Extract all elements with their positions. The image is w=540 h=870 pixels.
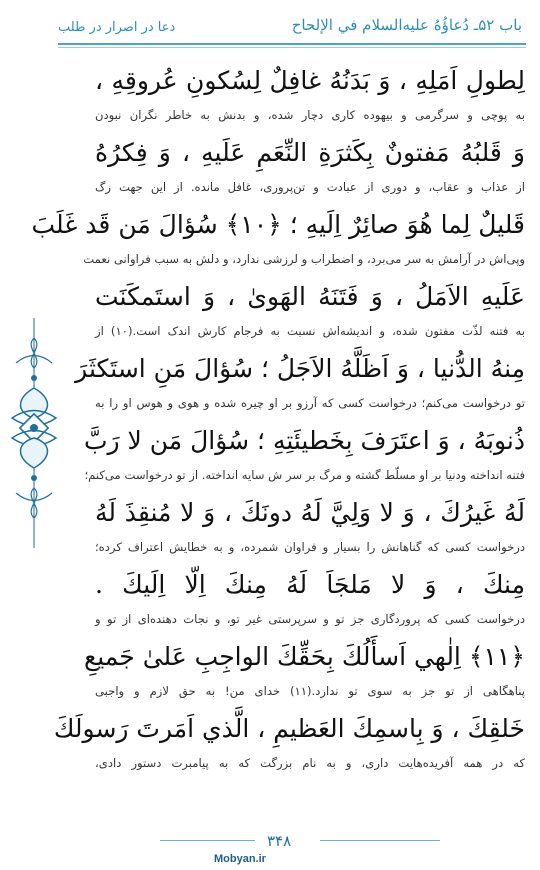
persian-line: وپی‌اش در آرامش به سر می‌برد، و اضطراب و لرزشی ندارد، و دلش به سبب فراوانی نعمت [83,252,525,266]
arabic-line: لَهُ غَيرُكَ ، وَ لا وَلِيَّ لَهُ دونَكَ ، وَ لا مُنقِذَ لَهُ [95,498,525,527]
arabic-line: مِنهُ الدُّنيا ، وَ اَظَلَّهُ الاَجَلُ ؛ سُؤالَ مَنِ استَكثَرَ [75,354,525,383]
persian-line: درخواست کسی که گناهانش را بسیار و فراوان شمرده، و به خطایش اعتراف کرده؛ [95,540,525,554]
section-title: دعا در اصرار در طلب [58,20,176,35]
header-rule-thin [58,47,526,48]
arabic-line: لِطولِ اَمَلِهِ ، وَ بَدَنُهُ غافِلٌ لِسُكونِ عُروقِهِ ، [95,66,525,95]
arabic-line: وَ قَلبُهُ مَفتونٌ بِكَثرَةِ النِّعَمِ عَلَيهِ ، وَ فِكرُهُ [95,138,525,167]
persian-line: به پوچی و سرگرمی و بیهوده کاری دچار شده، و بدنش به خاطر نگران نبودن [95,108,525,122]
persian-line: درخواست کسی که پروردگاری جز تو و سرپرستی غیر تو، و نجات دهنده‌ای از تو و [95,612,525,626]
persian-line: فتنه انداخته ودنیا بر او مسلّط گشته و مرگ بر سر ش سایه انداخته. از تو درخواست می‌کنم؛ [84,468,525,482]
margin-ornament-icon [6,318,62,548]
arabic-line: ﴿١١﴾ اِلٰهي اَسأَلُكَ بِحَقِّكَ الواجِبِ عَلىٰ جَميعِ [84,642,525,671]
arabic-line: مِنكَ ، وَ لا مَلجَاَ لَهُ مِنكَ اِلّا اِلَيكَ . [95,570,525,599]
persian-line: که در همه آفریده‌هایت داری، و به نام بزرگت که به پیامبرت دستور دادی، [95,756,525,770]
persian-line: پناهگاهی از تو جز به سوی تو ندارد.(۱۱) خدای من! به حق لازم و واجبی [95,684,526,698]
chapter-title: باب ۵۲ـ دُعاؤُهُ عليه‌السلام في الإلحاح [291,16,522,34]
footer-ornament-right [320,840,440,841]
page-header [0,0,540,46]
persian-line: به فتنه لذّت مفتون شده، و اندیشه‌اش نسبت به فرجام کارش اندک است.(۱۰) از [95,324,525,338]
site-watermark: Mobyan.ir [214,853,266,865]
page-body [31,58,526,778]
header-rule [58,43,526,45]
arabic-line: ذُنوبَهُ ، وَ اعتَرَفَ بِخَطيئَتِهِ ؛ سُؤالَ مَن لا رَبَّ [84,426,525,455]
footer-ornament-left [160,840,255,841]
page-number: ۳۴۸ [267,832,292,850]
arabic-line: خَلقِكَ ، وَ بِاسمِكَ العَظيمِ ، الَّذي اَمَرتَ رَسولَكَ [53,714,525,743]
arabic-line: قَليلٌ لِما هُوَ صائِرٌ اِلَيهِ ؛ ﴿١٠﴾ سُؤالَ مَن قَد غَلَبَ [31,210,525,239]
page-footer [0,818,540,870]
persian-line: از عذاب و عقاب، و دوری از عبادت و تن‌پروری، غافل مانده. از این جهت رگ [95,180,525,194]
arabic-line: عَلَيهِ الاَمَلُ ، وَ فَتَنَهُ الهَوىٰ ، وَ استَمكَنَت [95,282,525,311]
persian-line: تو درخواست می‌کنم؛ درخواست کسی که آرزو بر او چیره شده و هوی و هوس او را به [95,396,525,410]
